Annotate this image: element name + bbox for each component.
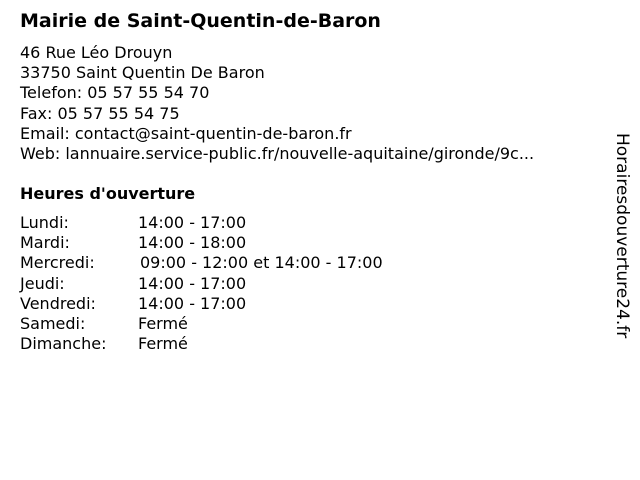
hours-time: 09:00 - 12:00 et 14:00 - 17:00 (140, 253, 383, 273)
hours-time: Fermé (138, 334, 188, 354)
hours-day: Jeudi: (20, 273, 65, 293)
fax-line: Fax: 05 57 55 54 75 (20, 103, 180, 123)
hours-day: Mardi: (20, 233, 70, 253)
contact-block (20, 43, 534, 164)
hours-day: Dimanche: (20, 334, 107, 354)
hours-time: 14:00 - 17:00 (138, 273, 247, 293)
email-line: Email: contact@saint-quentin-de-baron.fr (20, 123, 352, 143)
hours-day: Lundi: (20, 213, 69, 232)
hours-time: 14:00 - 17:00 (138, 293, 247, 313)
phone-line: Telefon: 05 57 55 54 70 (20, 83, 210, 103)
hours-time: 14:00 - 17:00 (138, 213, 247, 232)
address-street: 46 Rue Léo Drouyn (20, 43, 173, 62)
page-title: Mairie de Saint-Quentin-de-Baron (20, 10, 381, 32)
hours-day: Vendredi: (20, 293, 96, 313)
brand-watermark: Horairesdouverture24.fr (612, 133, 632, 339)
hours-time: Fermé (138, 313, 188, 333)
hours-time: 14:00 - 18:00 (138, 233, 247, 253)
hours-day: Mercredi: (20, 253, 95, 273)
hours-day: Samedi: (20, 313, 86, 333)
address-city: 33750 Saint Quentin De Baron (20, 63, 265, 83)
hours-heading: Heures d'ouverture (20, 184, 196, 203)
web-line: Web: lannuaire.service-public.fr/nouvelle-aquitaine/gironde/9c... (20, 143, 535, 163)
